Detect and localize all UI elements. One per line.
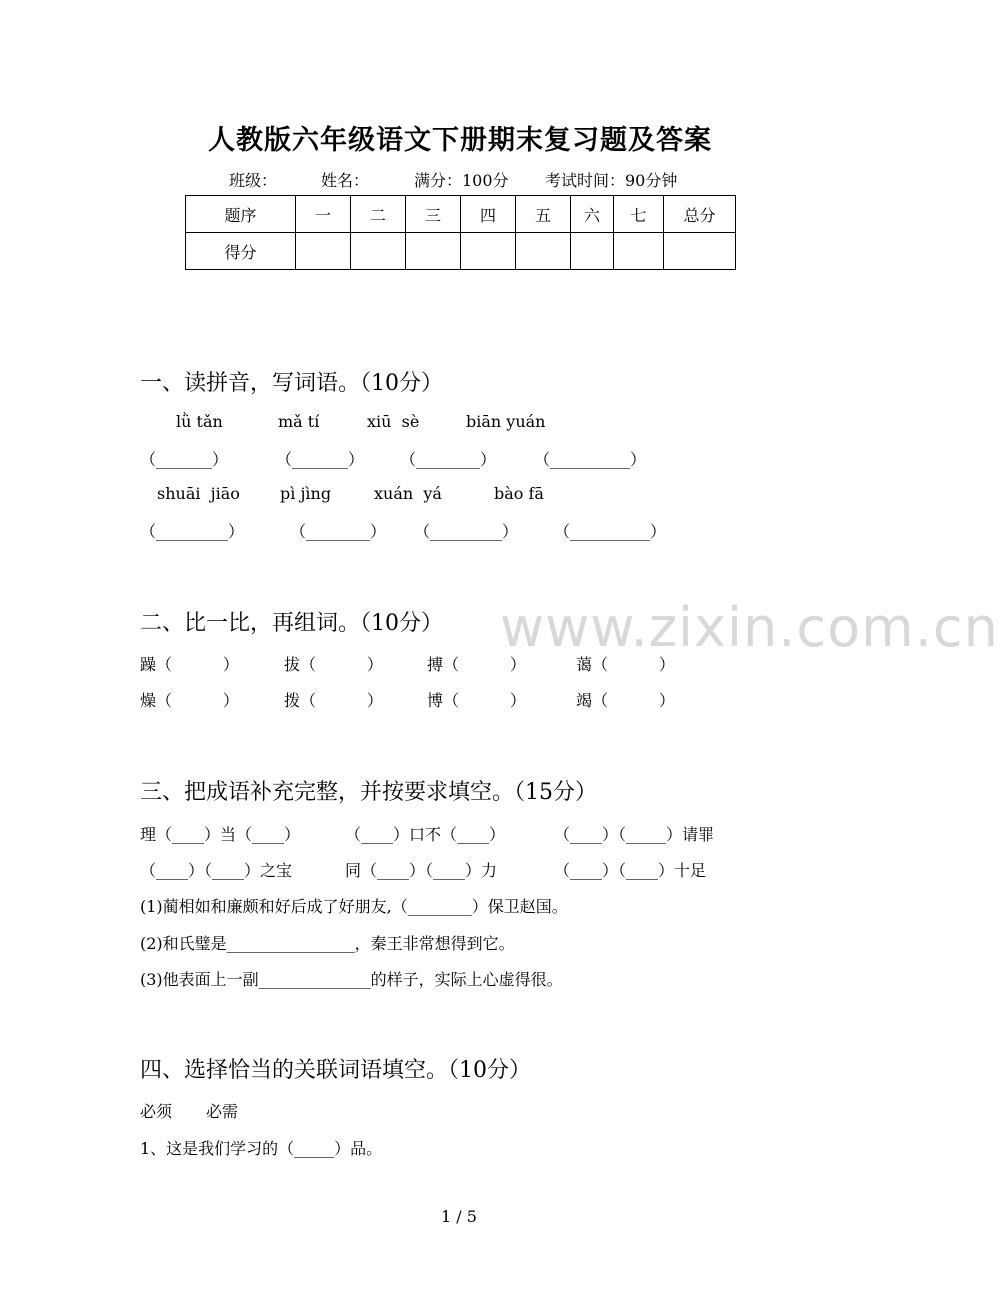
header-cell: 五 [516,196,571,233]
score-cell[interactable] [296,233,351,270]
answer-blank[interactable]: （__________） [534,450,647,469]
section-1-heading: 一、读拼音，写词语。（10分） [140,371,443,396]
score-cell[interactable] [461,233,516,270]
page-title: 人教版六年级语文下册期末复习题及答案 [208,125,712,156]
section-2-heading: 二、比一比，再组词。（10分） [140,611,443,636]
header-cell: 三 [406,196,461,233]
pinyin: xiū sè [367,412,420,431]
score-table-score-row [186,233,736,270]
full-score: 满分：100分 [414,171,509,190]
pinyin: mǎ tí [278,412,320,431]
question-item[interactable]: (2)和氏璧是________________，秦王非常想得到它。 [140,934,515,953]
score-cell[interactable] [664,233,736,270]
idiom-blank[interactable]: 理（____）当（____） [140,825,301,844]
header-cell: 七 [614,196,664,233]
score-table-header-row [186,196,736,233]
score-row-label: 得分 [186,233,296,270]
answer-blank[interactable]: （_______） [140,450,229,469]
section-4-heading: 四、选择恰当的关联词语填空。（10分） [140,1058,531,1083]
compare-word-item[interactable]: 竭（ ） [576,691,675,710]
answer-blank[interactable]: （________） [290,522,387,541]
header-cell: 总分 [664,196,736,233]
answer-blank[interactable]: （_________） [140,522,245,541]
answer-blank[interactable]: （__________） [554,522,667,541]
option-word: 必需 [206,1102,239,1121]
score-cell[interactable] [571,233,614,270]
compare-word-item[interactable]: 拔（ ） [284,655,383,674]
question-item[interactable]: (3)他表面上一副______________的样子，实际上心虚得很。 [140,970,563,989]
pinyin: biān yuán [466,412,546,431]
pinyin: xuán yá [374,484,442,503]
compare-word-item[interactable]: 燥（ ） [140,691,239,710]
pinyin: shuāi jiāo [157,484,240,503]
score-cell[interactable] [406,233,461,270]
question-item[interactable]: 1、这是我们学习的（_____）品。 [140,1139,383,1158]
exam-time: 考试时间：90分钟 [545,171,678,190]
score-cell[interactable] [614,233,664,270]
class-label: 班级： [229,171,278,190]
idiom-blank[interactable]: （____）（_____）请罪 [554,825,715,844]
compare-word-item[interactable]: 躁（ ） [140,655,239,674]
option-word: 必须 [140,1102,173,1121]
question-item[interactable]: (1)蔺相如和廉颇和好后成了好朋友,（________）保卫赵国。 [140,897,568,916]
answer-blank[interactable]: （_______） [276,450,365,469]
score-cell[interactable] [351,233,406,270]
score-table [185,195,736,270]
pinyin: bào fā [494,484,544,503]
header-cell: 题序 [186,196,296,233]
pinyin: pì jìng [280,484,332,503]
pinyin: lǜ tǎn [176,412,223,431]
compare-word-item[interactable]: 蔼（ ） [576,655,675,674]
compare-word-item[interactable]: 搏（ ） [427,655,526,674]
watermark: www.zixin.com.cn [500,596,999,659]
compare-word-item[interactable]: 拨（ ） [284,691,383,710]
answer-blank[interactable]: （________） [400,450,497,469]
header-cell: 六 [571,196,614,233]
header-cell: 二 [351,196,406,233]
score-cell[interactable] [516,233,571,270]
idiom-blank[interactable]: （____）口不（____） [345,825,506,844]
name-label: 姓名： [321,171,370,190]
section-3-heading: 三、把成语补充完整，并按要求填空。（15分） [140,780,597,805]
idiom-blank[interactable]: （____）（____）十足 [554,861,707,880]
compare-word-item[interactable]: 博（ ） [427,691,526,710]
idiom-blank[interactable]: 同（____）（____）力 [345,861,498,880]
page-number: 1 / 5 [441,1207,477,1226]
header-cell: 四 [461,196,516,233]
idiom-blank[interactable]: （____）（____）之宝 [140,861,293,880]
header-cell: 一 [296,196,351,233]
answer-blank[interactable]: （_________） [414,522,519,541]
